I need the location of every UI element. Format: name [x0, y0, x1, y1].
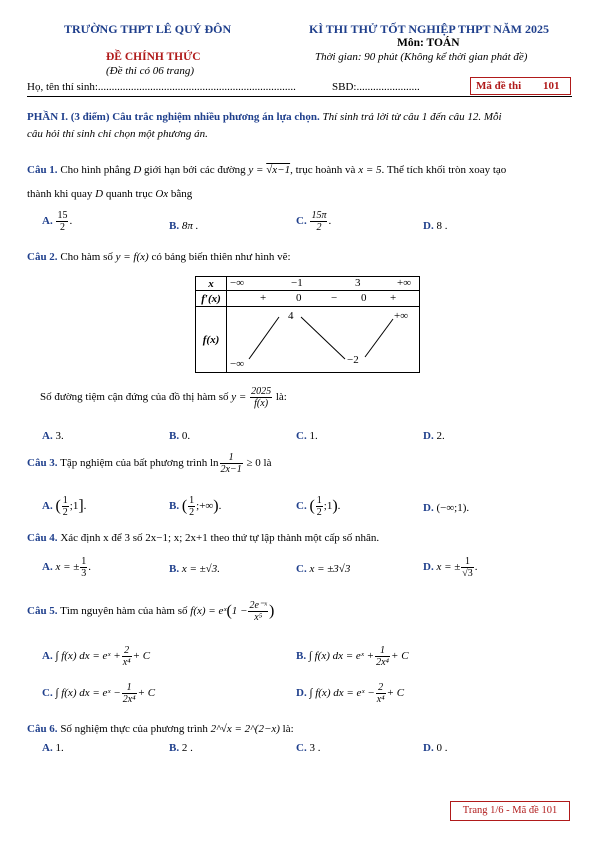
q5-option-d[interactable] [296, 682, 404, 705]
q3-b-num: 1 [189, 495, 195, 506]
vt-arrow-down [301, 317, 345, 359]
q2-a-value: 3. [55, 430, 64, 442]
q4-b-value: x = ±√3. [181, 563, 220, 575]
q5-a-den: x⁴ [122, 657, 131, 668]
q6-text-end: là: [282, 723, 294, 735]
q3-ln: ln [209, 457, 219, 470]
vt-sign-2: − [331, 292, 338, 304]
q5-frac-num: 2e⁻ˣ [249, 600, 268, 611]
q1-region-2: D [95, 188, 104, 200]
q3-ge: ≥ 0 [246, 457, 261, 470]
q5-d-num: 2 [376, 682, 386, 694]
q5-func: f(x) = eˣ [190, 605, 227, 618]
q2-question-text: Số đường tiệm cận đứng của đồ thị hàm số [40, 391, 229, 404]
question-3 [27, 452, 271, 475]
q3-text-end: là [263, 457, 272, 470]
q5-c-const: + C [137, 687, 156, 700]
q3-a-label: A. [42, 500, 53, 513]
q5-inner: 1 − [231, 605, 248, 618]
q3-d-value: (−∞;1). [436, 502, 470, 514]
q2-label: Câu 2. [27, 251, 58, 263]
q2-b-label: B. [169, 430, 180, 442]
q5-c-den: 2x⁴ [122, 694, 136, 705]
vt-f-minusinf: −∞ [230, 358, 245, 370]
q3-b-label: B. [169, 500, 180, 513]
exam-code-label: Mã đề thi [476, 80, 522, 92]
vt-f-min: −2 [347, 354, 359, 366]
q1-text-b: giới hạn bởi các đường [144, 164, 246, 176]
q3-option-d[interactable] [423, 502, 469, 514]
q5-d-value: ∫ f(x) dx = eˣ − [309, 687, 375, 700]
q3-c-num: 1 [316, 495, 322, 506]
q4-a-num: 1 [81, 556, 87, 567]
q5-a-const: + C [132, 650, 151, 663]
q4-option-d[interactable]: D. x = ± $\frac{1}{√3}$ . [423, 556, 478, 579]
q2-option-c[interactable] [296, 430, 318, 442]
q3-a-num: 1 [62, 495, 68, 506]
student-name-field: Họ, tên thí sinh:........................................................................ [27, 81, 296, 93]
q5-b-const: + C [391, 650, 409, 663]
q1-option-a[interactable]: A. $\frac{15}{2}$ . [42, 210, 73, 233]
q6-c-label: C. [296, 742, 307, 754]
q1-curve: y = √x−1 [248, 164, 291, 176]
question-2 [27, 251, 291, 263]
q5-d-frac [376, 682, 386, 705]
header-rule [27, 96, 572, 97]
question-6 [27, 723, 294, 735]
vt-fp-row [227, 291, 420, 307]
q1-text-d: . Thể tích khối tròn xoay tạo [381, 164, 507, 176]
variation-table [195, 276, 420, 373]
q5-b-label: B. [296, 650, 307, 663]
q5-b-frac [375, 645, 390, 668]
q2-text-b: có bảng biến thiên như hình vẽ: [151, 251, 291, 263]
part1-instruction: Thí sinh trả lời từ câu 1 đến câu 12. Mỗi [319, 111, 502, 123]
q4-d-frac [461, 556, 474, 579]
q2-frac-num: 2025 [251, 386, 272, 397]
school-name: TRƯỜNG THPT LÊ QUÝ ĐÔN [64, 22, 232, 36]
q3-b-frac [188, 495, 195, 518]
q3-frac-num: 1 [220, 452, 243, 464]
q3-option-a[interactable]: A. ( $\frac{1}{2}$ ;1]. [42, 495, 87, 518]
vt-fp-header: f′(x) [196, 291, 227, 307]
subject: Môn: TOÁN [397, 37, 460, 49]
q6-d-label: D. [423, 742, 434, 754]
q5-d-const: + C [386, 687, 405, 700]
q2-b-value: 0. [181, 430, 191, 442]
q5-c-value: ∫ f(x) dx = eˣ − [55, 687, 121, 700]
q4-a-frac [80, 556, 87, 579]
q4-option-a[interactable]: A. x = ± $\frac{1}{3}$ . [42, 556, 92, 579]
q5-label: Câu 5. [27, 605, 58, 618]
q1-option-b[interactable] [169, 220, 198, 232]
q6-option-a[interactable] [42, 742, 64, 754]
q5-text: Tìm nguyên hàm của hàm số [60, 605, 188, 618]
q5-a-num: 2 [122, 645, 132, 657]
q5-a-value: ∫ f(x) dx = eˣ + [55, 650, 121, 663]
exam-code: 101 [543, 80, 560, 92]
q3-text: Tập nghiệm của bất phương trình [60, 457, 208, 470]
question-4 [27, 532, 379, 544]
q1-c-num: 15π [311, 210, 327, 221]
q6-label: Câu 6. [27, 723, 58, 735]
q6-a-value: 1. [55, 742, 64, 754]
q5-b-num: 1 [375, 645, 390, 657]
q4-d-num: 1 [461, 556, 474, 568]
part1-instruction-2: câu hỏi thí sinh chỉ chọn một phương án. [27, 128, 208, 140]
q2-d-value: 2. [436, 430, 445, 442]
vt-x-2: 3 [355, 277, 361, 289]
q5-a-frac [122, 645, 132, 668]
vt-x-1: −1 [291, 277, 303, 289]
q3-c-den: 2 [316, 507, 322, 518]
q6-d-value: 0 . [436, 742, 448, 754]
q2-frac-den: f(x) [254, 398, 269, 409]
question-5: Câu 5. Tìm nguyên hàm của hàm số f(x) = eˣ(1 − $\frac{\text{2e⁻ˣ}}{\text{x⁵}}$ ) [27, 600, 275, 623]
q4-d-den: √3 [462, 568, 473, 579]
q6-a-label: A. [42, 742, 53, 754]
q1-c-den: 2 [316, 222, 322, 233]
q4-option-c[interactable] [296, 563, 350, 575]
pages-note: (Đề thi có 06 trang) [106, 65, 194, 77]
q3-b-rest: ;+∞ [196, 500, 214, 513]
q6-option-c[interactable] [296, 742, 320, 754]
q6-option-d[interactable] [423, 742, 447, 754]
vt-sign-1: 0 [296, 292, 302, 304]
q3-a-den: 2 [62, 507, 68, 518]
vt-arrow-up-2 [365, 319, 393, 357]
q2-y-eq: y = [231, 391, 247, 404]
q4-b-label: B. [169, 563, 180, 575]
q5-b-value: ∫ f(x) dx = eˣ + [308, 650, 375, 663]
q1-line2-text-b: quanh trục [105, 188, 153, 200]
q2-question-end: là: [275, 391, 287, 404]
q2-text: Cho hàm số [60, 251, 113, 263]
vt-arrows [227, 307, 419, 373]
q4-label: Câu 4. [27, 532, 58, 544]
q2-c-value: 1. [309, 430, 318, 442]
q1-a-den: 2 [59, 222, 65, 233]
q2-c-label: C. [296, 430, 307, 442]
q5-option-a[interactable] [42, 645, 150, 668]
q4-a-value: x = ± [55, 561, 80, 574]
q1-option-c[interactable]: C. $\frac{15\pi}{2}$ . [296, 210, 332, 233]
vt-f-plusinf: +∞ [394, 310, 409, 322]
q1-d-value: 8 . [436, 220, 448, 232]
q1-text: Cho hình phẳng [60, 164, 131, 176]
q2-option-a[interactable] [42, 430, 64, 442]
q1-d-label: D. [423, 220, 434, 232]
q5-b-den: 2x⁴ [376, 657, 390, 668]
q1-region: D [133, 164, 142, 176]
q3-option-b[interactable]: B. ( $\frac{1}{2}$ ;+∞). [169, 495, 222, 518]
part1-title: PHẦN I. (3 điểm) Câu trắc nghiệm nhiều phương án lựa chọn. [27, 111, 320, 123]
q5-d-den: x⁴ [376, 694, 385, 705]
q1-c-frac [310, 210, 327, 233]
q1-axis: Ox [155, 188, 169, 200]
official-label: ĐỀ CHÍNH THỨC [106, 51, 201, 63]
q3-a-rest: ;1 [69, 500, 79, 513]
q4-text: Xác định x để 3 số 2x−1; x; 2x+1 theo thứ tự lập thành một cấp số nhân. [60, 532, 380, 544]
q6-option-b[interactable] [169, 742, 193, 754]
q4-c-label: C. [296, 563, 307, 575]
q5-frac-den: x⁵ [254, 612, 263, 623]
exam-title: KÌ THI THỬ TỐT NGHIỆP THPT NĂM 2025 [309, 22, 549, 36]
q5-option-c[interactable] [42, 682, 155, 705]
q1-c-label: C. [296, 215, 307, 228]
vt-sign-3: 0 [361, 292, 367, 304]
q6-text: Số nghiệm thực của phương trình [60, 723, 208, 735]
q4-a-label: A. [42, 561, 53, 574]
q3-frac [220, 452, 243, 475]
q2-option-d[interactable] [423, 430, 445, 442]
exam-code-box [470, 77, 571, 95]
q5-c-num: 1 [122, 682, 137, 694]
q6-b-label: B. [169, 742, 180, 754]
q5-c-frac [122, 682, 137, 705]
q3-c-rest: ;1 [323, 500, 333, 513]
vt-f-max: 4 [288, 310, 294, 322]
q5-a-label: A. [42, 650, 53, 663]
q6-c-value: 3 . [309, 742, 321, 754]
q3-option-c[interactable]: C. ( $\frac{1}{2}$ ;1). [296, 495, 341, 518]
vt-x-3: +∞ [397, 277, 412, 289]
q3-b-den: 2 [189, 507, 195, 518]
q3-c-frac [316, 495, 323, 518]
q4-c-value: x = ±3√3 [309, 563, 351, 575]
q1-line2-text: thành khi quay [27, 188, 93, 200]
q1-text-c: , trục hoành và [290, 164, 356, 176]
vt-x-row [227, 277, 420, 291]
q4-d-label: D. [423, 561, 434, 574]
page-footer: Trang 1/6 - Mã đề 101 [450, 801, 570, 821]
sbd-field: SBD:....................... [332, 81, 420, 93]
q2-a-label: A. [42, 430, 53, 442]
q1-line2-text-c: bằng [170, 188, 193, 200]
q5-d-label: D. [296, 687, 307, 700]
vt-sign-0: + [260, 292, 267, 304]
q3-c-label: C. [296, 500, 307, 513]
q4-a-den: 3 [81, 568, 87, 579]
q3-frac-den: 2x−1 [220, 464, 242, 475]
part1-header [27, 109, 577, 143]
q1-b-label: B. [169, 220, 180, 232]
q1-line: x = 5 [358, 164, 382, 176]
q5-c-label: C. [42, 687, 53, 700]
q3-a-frac [62, 495, 69, 518]
q6-b-value: 2 . [181, 742, 193, 754]
q1-label: Câu 1. [27, 164, 58, 176]
q3-d-label: D. [423, 502, 434, 514]
q5-option-b[interactable] [296, 645, 409, 668]
vt-arrow-up-1 [249, 317, 279, 359]
vt-x-0: −∞ [230, 277, 245, 289]
q1-option-d[interactable] [423, 220, 447, 232]
question-1 [27, 164, 577, 176]
exam-time: Thời gian: 90 phút (Không kể thời gian phát đề) [315, 51, 528, 63]
q2-func: y = f(x) [115, 251, 149, 263]
q1-b-value: 8π . [181, 220, 199, 232]
q2-question [40, 386, 287, 409]
q6-equation: 2^√x = 2^(2−x) [210, 723, 280, 735]
vt-f-row [227, 307, 420, 373]
q1-a-frac [56, 210, 68, 233]
q4-d-value: x = ± [436, 561, 461, 574]
q5-frac [248, 600, 268, 623]
q4-option-b[interactable] [169, 563, 220, 575]
q2-option-b[interactable] [169, 430, 190, 442]
vt-sign-4: + [390, 292, 397, 304]
vt-f-header: f(x) [196, 307, 227, 373]
q2-frac [250, 386, 272, 409]
q1-a-label: A. [42, 215, 53, 228]
q2-d-label: D. [423, 430, 434, 442]
question-1-line2 [27, 188, 192, 200]
q3-label: Câu 3. [27, 457, 58, 470]
vt-x-header: x [196, 277, 227, 291]
q1-a-num: 15 [57, 210, 68, 221]
